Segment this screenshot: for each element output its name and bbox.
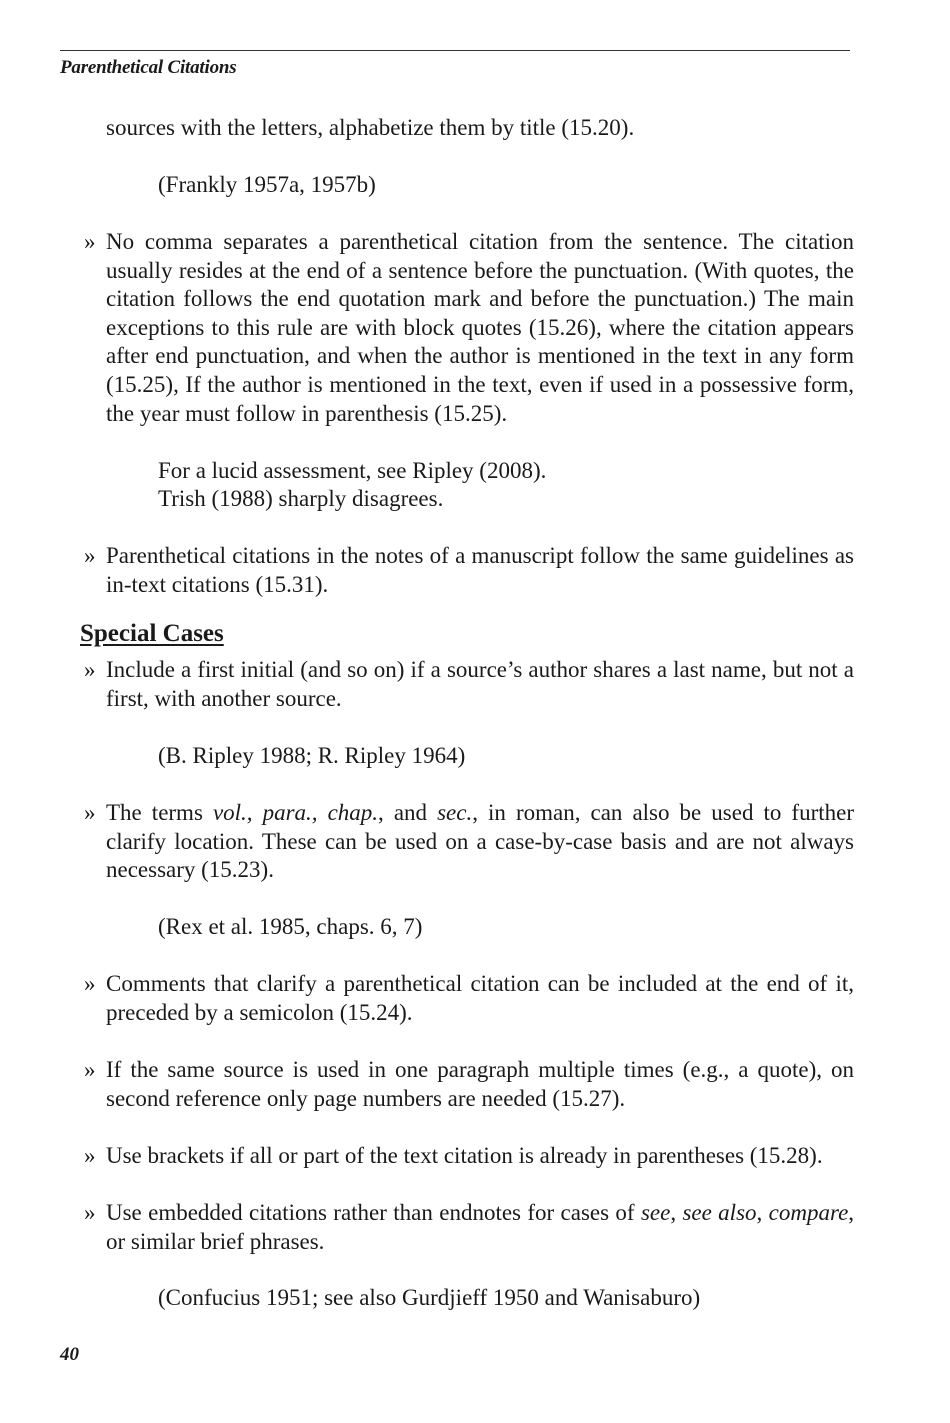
bullet-marker: » [84, 800, 96, 825]
example-ripley-initials: (B. Ripley 1988; R. Ripley 1964) [158, 743, 466, 768]
running-head: Parenthetical Citations [60, 57, 237, 78]
bullet-notes: Parenthetical citations in the notes of a manuscript follow the same guidelines as in-text citations (15.31). [106, 543, 854, 597]
section-heading-special-cases: Special Cases [80, 620, 224, 647]
bullet-marker: » [84, 229, 96, 254]
bullet-comments: Comments that clarify a parenthetical citation can be included at the end of it, preceded by a semicolon (15.24). [106, 971, 854, 1025]
bullet-marker: » [84, 543, 96, 568]
bullet-marker: » [84, 971, 96, 996]
header-rule [60, 50, 850, 51]
example-trish: Trish (1988) sharply disagrees. [158, 486, 444, 511]
bullet-marker: » [84, 1057, 96, 1082]
bullet-no-comma: No comma separates a parenthetical citation from the sentence. The citation usually resides at the end of a sentence before the punctuation. (With quotes, the citation follows the end quotation mark and before the punctuation.) The main exceptions to this rule are with block quotes (15.26), where the citation appears after end punctuation, and when the author is mentioned in the text in any form (15.25), If the author is mentioned in the text, even if used in a possessive form, the year must follow in parenthesis (15.25). [106, 229, 854, 426]
bullet-embedded: Use embedded citations rather than endnotes for cases of see, see also, compare, or similar brief phrases. [106, 1200, 855, 1254]
example-confucius: (Confucius 1951; see also Gurdjieff 1950 and Wanisaburo) [158, 1285, 701, 1310]
page-number: 40 [60, 1344, 79, 1365]
intro-line: sources with the letters, alphabetize them by title (15.20). [106, 115, 635, 140]
example-ripley-assessment: For a lucid assessment, see Ripley (2008). [158, 458, 547, 483]
example-frankly: (Frankly 1957a, 1957b) [158, 172, 376, 197]
bullet-terms: The terms vol., para., chap., and sec., in roman, can also be used to further clarify location. These can be used on a case-by-case basis and are not always necessary (15.23). [106, 800, 854, 883]
bullet-same-source: If the same source is used in one paragraph multiple times (e.g., a quote), on second reference only page numbers are needed (15.27). [106, 1057, 854, 1111]
example-rex: (Rex et al. 1985, chaps. 6, 7) [158, 914, 423, 939]
bullet-first-initial: Include a first initial (and so on) if a source’s author shares a last name, but not a first, with another source. [106, 657, 854, 711]
bullet-brackets: Use brackets if all or part of the text citation is already in parentheses (15.28). [106, 1143, 823, 1168]
bullet-marker: » [84, 657, 96, 682]
bullet-marker: » [84, 1143, 96, 1168]
bullet-marker: » [84, 1200, 96, 1225]
